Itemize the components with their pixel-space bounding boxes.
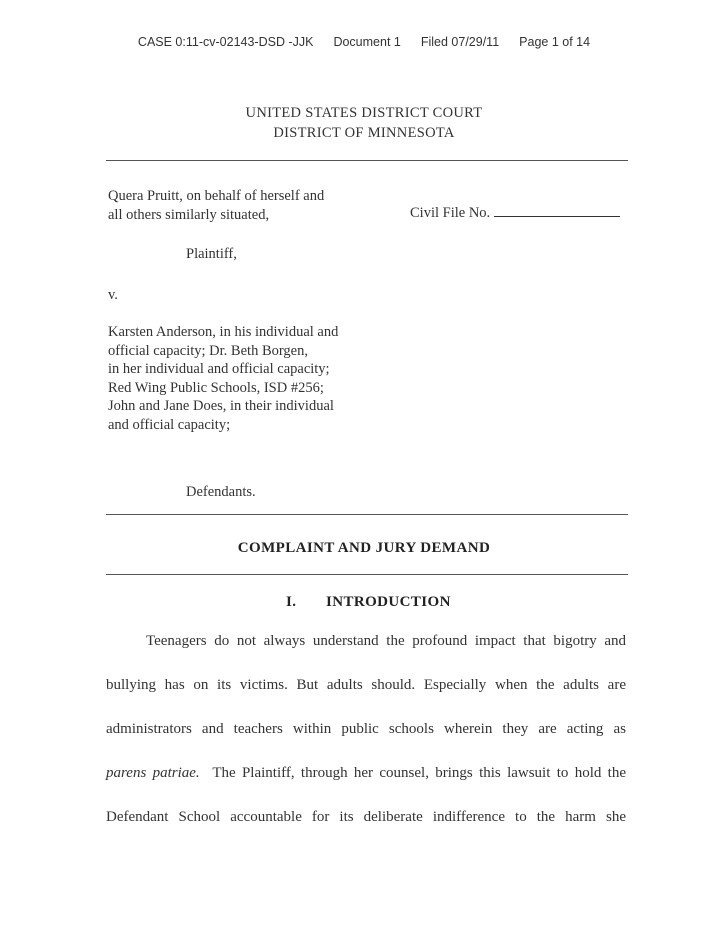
defendant-line: Red Wing Public Schools, ISD #256; [108,379,324,396]
title-rule [106,574,628,575]
defendant-line: Karsten Anderson, in his individual and [108,324,339,340]
case-header-stamp [0,35,728,49]
body-line: Defendant School accountable for its deliberate indifference to the harm she [106,809,626,825]
versus: v. [108,287,118,303]
caption-rule-top [106,160,628,161]
filed-date: Filed 07/29/11 [420,35,500,49]
case-number: CASE 0:11-cv-02143-DSD -JJK [137,35,314,49]
body-line: Teenagers do not always understand the profound impact that bigotry and [146,633,626,649]
plaintiff-line: Quera Pruitt, on behalf of herself and [108,188,325,204]
page-indicator: Page 1 of 14 [519,35,591,49]
plaintiff-line: all others similarly situated, [108,206,270,223]
court-district: DISTRICT OF MINNESOTA [273,125,455,141]
section-title: INTRODUCTION [326,594,451,610]
latin-phrase: parens patriae. [106,765,200,781]
plaintiff-block [108,187,324,224]
body-line-rest: The Plaintiff, through her counsel, brings this lawsuit to hold the [212,765,627,781]
defendant-line: John and Jane Does, in their individual [108,398,334,415]
defendant-role: Defendants. [186,484,256,500]
civil-file-number [410,205,620,222]
document-title: COMPLAINT AND JURY DEMAND [237,540,491,556]
plaintiff-role: Plaintiff, [186,246,237,262]
body-line [106,765,626,782]
civil-file-label: Civil File No. [410,205,491,221]
caption-rule-bottom [106,514,628,515]
defendant-line: official capacity; Dr. Beth Borgen, [108,342,308,359]
defendant-block [108,323,338,435]
section-number: I. [286,594,297,610]
document-number: Document 1 [333,35,401,49]
defendant-line: and official capacity; [108,416,231,433]
body-line: bullying has on its victims. But adults should. Especially when the adults are [106,677,626,693]
civil-file-blank [494,206,620,217]
defendant-line: in her individual and official capacity; [108,361,330,378]
body-line: administrators and teachers within public schools wherein they are acting as [106,721,626,737]
court-name: UNITED STATES DISTRICT COURT [245,105,483,121]
